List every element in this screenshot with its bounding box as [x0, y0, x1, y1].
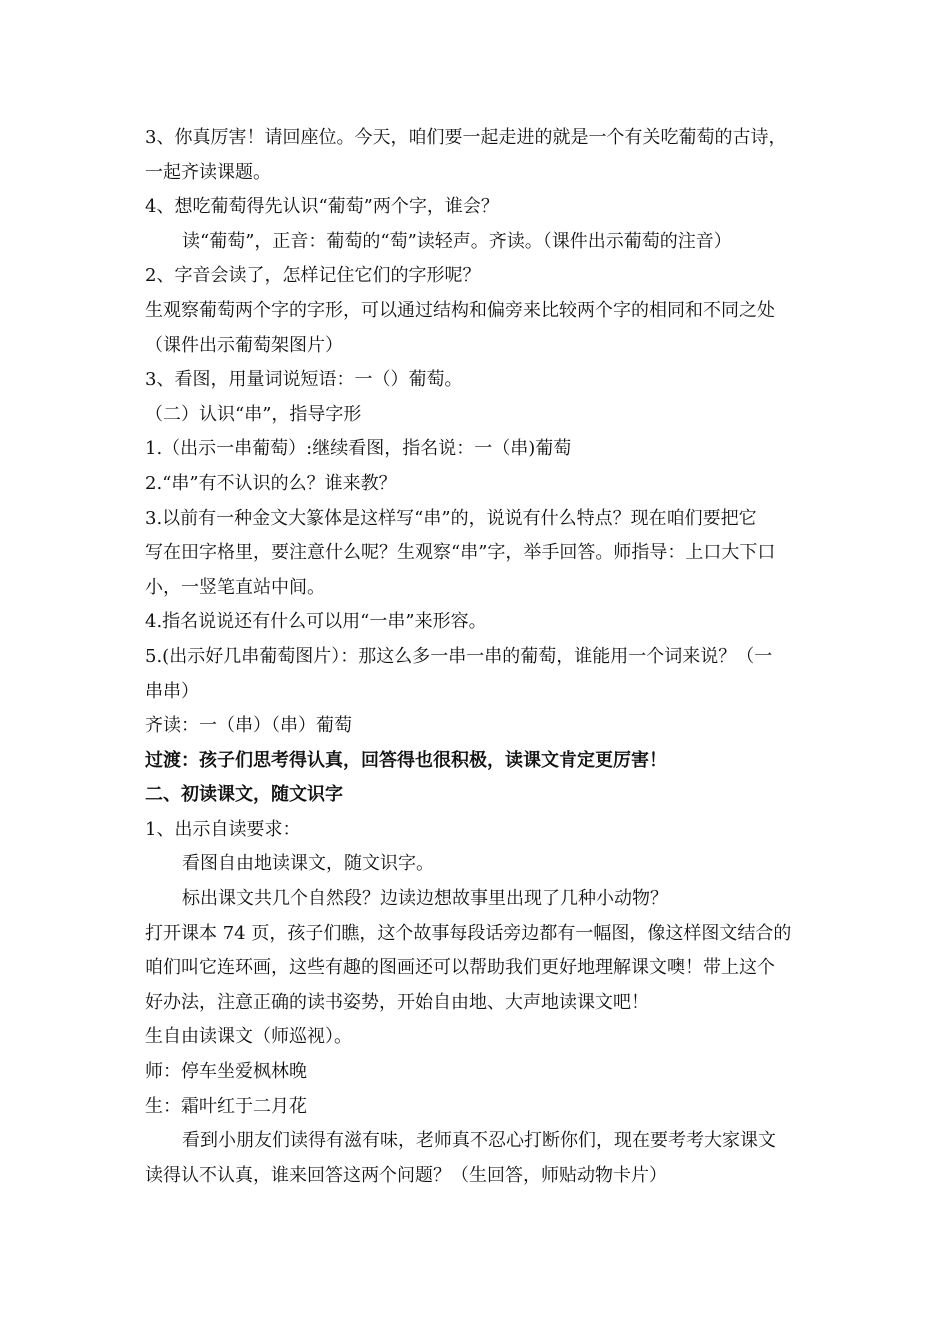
text-line: 咱们叫它连环画，这些有趣的图画还可以帮助我们更好地理解课文噢！带上这个 [145, 957, 775, 979]
text-line: （课件出示葡萄架图片） [145, 334, 343, 356]
text-line: 3、你真厉害！请回座位。今天，咱们要一起走进的就是一个有关吃葡萄的古诗， [145, 127, 787, 148]
text-line: 3.以前有一种金文大篆体是这样写“串”的，说说有什么特点？现在咱们要把它 [145, 507, 757, 529]
text-line: 好办法，注意正确的读书姿势，开始自由地、大声地读课文吧！ [145, 991, 649, 1013]
text-line: 师：停车坐爱枫林晚 [145, 1061, 307, 1083]
text-line: 1.（出示一串葡萄）:继续看图，指名说：一（串)葡萄 [145, 438, 572, 460]
text-line: 标出课文共几个自然段？边读边想故事里出现了几种小动物？ [182, 888, 668, 910]
text-line: 生自由读课文（师巡视）。 [145, 1026, 352, 1048]
text-line: 生：霜叶红于二月花 [145, 1095, 307, 1117]
text-line: 打开课本 74 页，孩子们瞧，这个故事每段话旁边都有一幅图，像这样图文结合的 [145, 922, 792, 944]
document-body [145, 121, 810, 1193]
section-heading: 二、初读课文，随文识字 [145, 784, 343, 806]
text-line: 看图自由地读课文，随文识字。 [182, 853, 434, 875]
text-line: 读“葡萄”，正音：葡萄的“萄”读轻声。齐读。（课件出示葡萄的注音） [182, 230, 732, 252]
text-line: 小，一竖笔直站中间。 [145, 576, 325, 598]
text-line: 看到小朋友们读得有滋有味，老师真不忍心打断你们，现在要考考大家课文 [182, 1130, 776, 1152]
text-line: 4.指名说说还有什么可以用“一串”来形容。 [145, 611, 487, 633]
text-line: 5.(出示好几串葡萄图片）：那这么多一串一串的葡萄，谁能用一个词来说？（一 [145, 645, 773, 667]
text-line: 2、字音会读了，怎样记住它们的字形呢？ [145, 265, 481, 287]
text-line: 生观察葡萄两个字的字形，可以通过结构和偏旁来比较两个字的相同和不同之处 [145, 299, 775, 321]
text-line: 串串） [145, 680, 199, 702]
text-line: 读得认不认真，谁来回答这两个问题？（生回答，师贴动物卡片） [145, 1164, 667, 1186]
transition-heading: 过渡：孩子们思考得认真，回答得也很积极，读课文肯定更厉害！ [145, 749, 667, 771]
text-line: 2.“串”有不认识的么？谁来教？ [145, 472, 397, 494]
text-line: 3、看图，用量词说短语：一（）葡萄。 [145, 369, 463, 391]
text-line: 一起齐读课题。 [145, 161, 271, 183]
text-line: 4、想吃葡萄得先认识“葡萄”两个字，谁会？ [145, 196, 499, 218]
text-line: 写在田字格里，要注意什么呢？生观察“串”字，举手回答。师指导：上口大下口 [145, 542, 776, 564]
text-line: 齐读：一（串）（串）葡萄 [145, 715, 352, 737]
text-line: 1、出示自读要求： [145, 818, 301, 840]
text-line: （二）认识“串”，指导字形 [145, 403, 362, 425]
